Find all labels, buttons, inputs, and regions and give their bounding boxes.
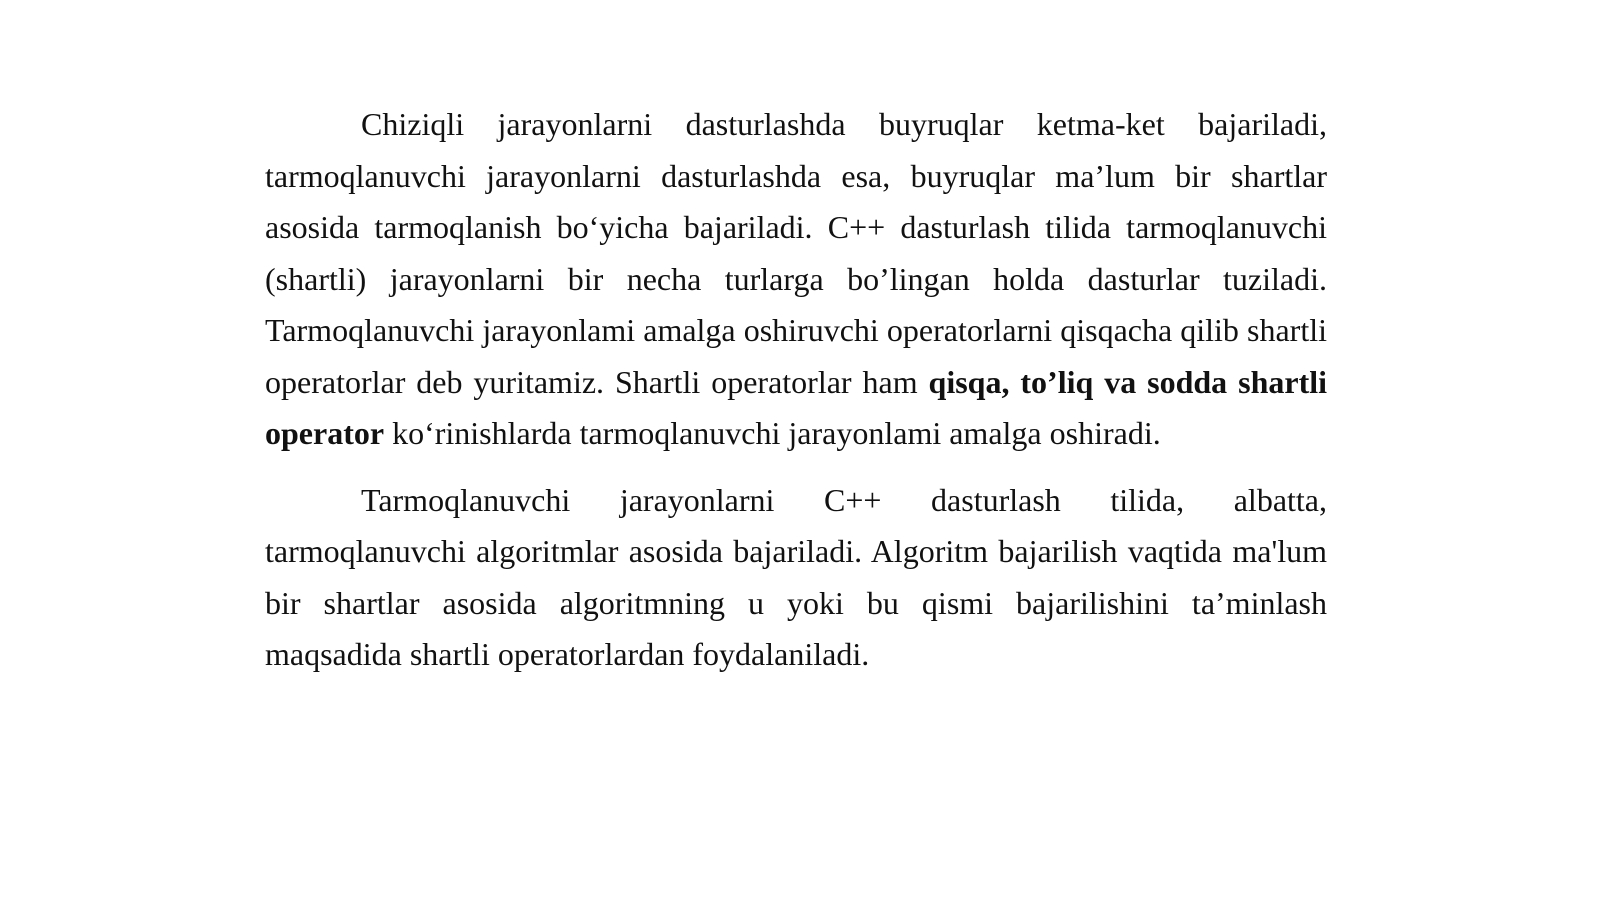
paragraph-1-bold-phrase: qisqa, to’liq va sodda shartli operator <box>265 363 1328 451</box>
paragraph-1 <box>265 99 1327 460</box>
paragraph-1-text-start: Chiziqli jarayonlarni dasturlashda buyruqlar ketma-ket bajariladi, tarmoqlanuvchi jarayonlarni dasturlashda esa, buyruqlar ma’lum bir shartlar asosida tarmoqlanish bo‘yicha bajariladi. C++ dasturlash tilida tarmoqlanuvchi (shartli) jarayonlarni bir necha turlarga bo’lingan holda dasturlar tuziladi. Tarmoqlanuvchi jarayonlami amalga oshiruvchi operatorlarni qisqacha qilib shartli operatorlar deb yuritamiz. Shartli operatorlar ham <box>265 106 1327 400</box>
paragraph-1-text-end: ko‘rinishlarda tarmoqlanuvchi jarayonlami amalga oshiradi. <box>384 415 1161 451</box>
paragraph-2: Tarmoqlanuvchi jarayonlarni C++ dasturlash tilida, albatta, tarmoqlanuvchi algoritmlar asosida bajariladi. Algoritm bajarilish vaqtida ma'lum bir shartlar asosida algoritmning u yoki bu qismi bajarilishini ta’minlash maqsadida shartli operatorlardan foydalaniladi. <box>265 481 1327 672</box>
body-text <box>265 99 1327 681</box>
